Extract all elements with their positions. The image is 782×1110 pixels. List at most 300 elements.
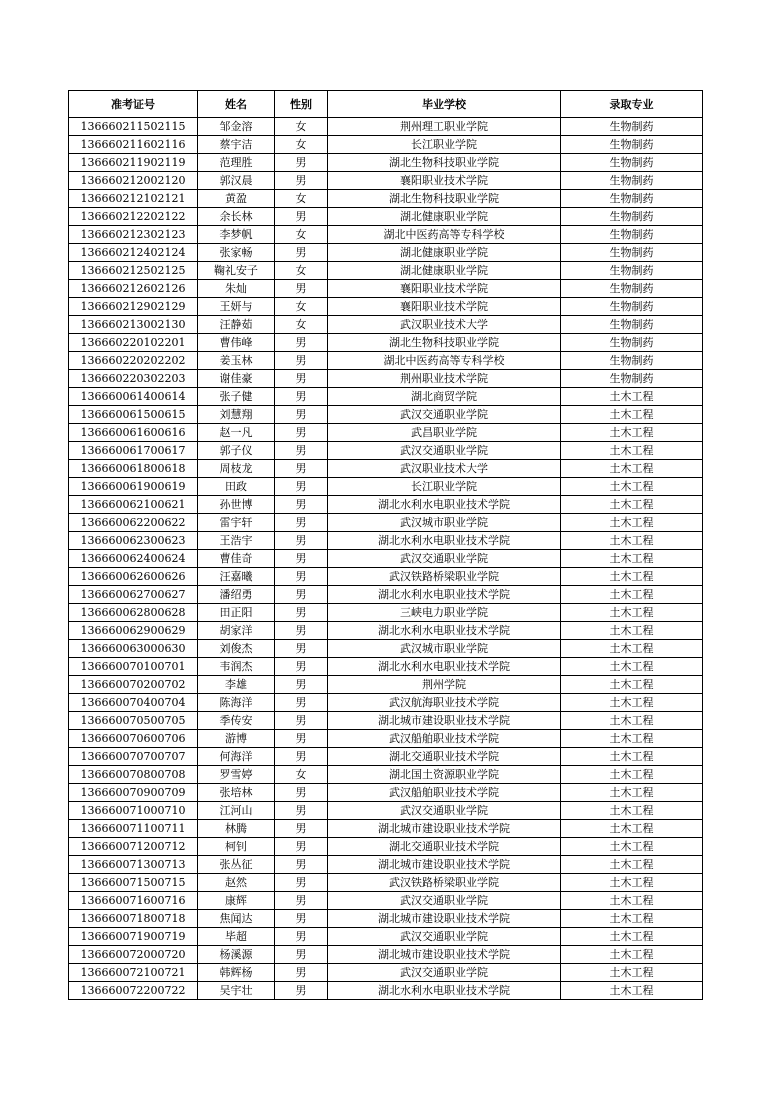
- table-row: [69, 910, 703, 928]
- name-cell: 范理胜: [198, 154, 275, 172]
- major-cell: 土木工程: [561, 856, 703, 874]
- gender-cell: 男: [275, 514, 328, 532]
- school-cell: 武汉城市职业学院: [328, 514, 561, 532]
- name-cell: 康辉: [198, 892, 275, 910]
- major-cell: 土木工程: [561, 658, 703, 676]
- exam-id-cell: 136660071100711: [69, 820, 198, 838]
- major-cell: 土木工程: [561, 640, 703, 658]
- gender-cell: 男: [275, 748, 328, 766]
- school-cell: 湖北水利水电职业技术学院: [328, 586, 561, 604]
- school-cell: 湖北健康职业学院: [328, 262, 561, 280]
- gender-cell: 男: [275, 370, 328, 388]
- major-cell: 土木工程: [561, 568, 703, 586]
- table-row: [69, 244, 703, 262]
- name-cell: 杨溪源: [198, 946, 275, 964]
- header-school: 毕业学校: [328, 91, 561, 118]
- exam-id-cell: 136660212202122: [69, 208, 198, 226]
- name-cell: 汪嘉曦: [198, 568, 275, 586]
- major-cell: 生物制药: [561, 118, 703, 136]
- table-row: [69, 892, 703, 910]
- table-row: [69, 316, 703, 334]
- gender-cell: 男: [275, 946, 328, 964]
- gender-cell: 男: [275, 352, 328, 370]
- gender-cell: 男: [275, 244, 328, 262]
- major-cell: 土木工程: [561, 820, 703, 838]
- major-cell: 土木工程: [561, 802, 703, 820]
- school-cell: 荆州职业技术学院: [328, 370, 561, 388]
- exam-id-cell: 136660062800628: [69, 604, 198, 622]
- gender-cell: 女: [275, 190, 328, 208]
- gender-cell: 男: [275, 208, 328, 226]
- school-cell: 武汉铁路桥梁职业学院: [328, 874, 561, 892]
- table-row: [69, 460, 703, 478]
- school-cell: 湖北交通职业技术学院: [328, 838, 561, 856]
- table-row: [69, 784, 703, 802]
- gender-cell: 女: [275, 766, 328, 784]
- name-cell: 胡家洋: [198, 622, 275, 640]
- name-cell: 曹伟峰: [198, 334, 275, 352]
- school-cell: 湖北健康职业学院: [328, 208, 561, 226]
- major-cell: 土木工程: [561, 496, 703, 514]
- major-cell: 土木工程: [561, 730, 703, 748]
- exam-id-cell: 136660063000630: [69, 640, 198, 658]
- admission-table: [68, 90, 703, 1000]
- major-cell: 生物制药: [561, 172, 703, 190]
- name-cell: 郭子仪: [198, 442, 275, 460]
- exam-id-cell: 136660072200722: [69, 982, 198, 1000]
- table-row: [69, 820, 703, 838]
- major-cell: 土木工程: [561, 946, 703, 964]
- gender-cell: 男: [275, 640, 328, 658]
- name-cell: 韩辉杨: [198, 964, 275, 982]
- table-row: [69, 694, 703, 712]
- school-cell: 武汉城市职业学院: [328, 640, 561, 658]
- name-cell: 田正阳: [198, 604, 275, 622]
- major-cell: 生物制药: [561, 316, 703, 334]
- name-cell: 雷宇轩: [198, 514, 275, 532]
- name-cell: 毕超: [198, 928, 275, 946]
- major-cell: 土木工程: [561, 622, 703, 640]
- header-exam-id: 准考证号: [69, 91, 198, 118]
- exam-id-cell: 136660071000710: [69, 802, 198, 820]
- name-cell: 汪静茹: [198, 316, 275, 334]
- school-cell: 湖北国土资源职业学院: [328, 766, 561, 784]
- table-row: [69, 676, 703, 694]
- gender-cell: 男: [275, 280, 328, 298]
- gender-cell: 男: [275, 730, 328, 748]
- school-cell: 武汉职业技术大学: [328, 460, 561, 478]
- table-row: [69, 532, 703, 550]
- school-cell: 湖北城市建设职业技术学院: [328, 856, 561, 874]
- exam-id-cell: 136660062900629: [69, 622, 198, 640]
- table-row: [69, 568, 703, 586]
- major-cell: 土木工程: [561, 748, 703, 766]
- table-header-row: [69, 91, 703, 118]
- table-row: [69, 478, 703, 496]
- gender-cell: 男: [275, 910, 328, 928]
- school-cell: 湖北城市建设职业技术学院: [328, 910, 561, 928]
- major-cell: 生物制药: [561, 136, 703, 154]
- major-cell: 土木工程: [561, 406, 703, 424]
- gender-cell: 男: [275, 802, 328, 820]
- exam-id-cell: 136660213002130: [69, 316, 198, 334]
- name-cell: 姜玉林: [198, 352, 275, 370]
- table-row: [69, 442, 703, 460]
- table-row: [69, 586, 703, 604]
- major-cell: 生物制药: [561, 190, 703, 208]
- major-cell: 土木工程: [561, 586, 703, 604]
- gender-cell: 女: [275, 262, 328, 280]
- gender-cell: 男: [275, 676, 328, 694]
- major-cell: 土木工程: [561, 424, 703, 442]
- school-cell: 湖北交通职业技术学院: [328, 748, 561, 766]
- exam-id-cell: 136660061400614: [69, 388, 198, 406]
- exam-id-cell: 136660070500705: [69, 712, 198, 730]
- name-cell: 潘绍勇: [198, 586, 275, 604]
- table-row: [69, 640, 703, 658]
- gender-cell: 男: [275, 532, 328, 550]
- table-row: [69, 748, 703, 766]
- exam-id-cell: 136660070700707: [69, 748, 198, 766]
- major-cell: 土木工程: [561, 838, 703, 856]
- exam-id-cell: 136660212502125: [69, 262, 198, 280]
- name-cell: 季传安: [198, 712, 275, 730]
- name-cell: 张家畅: [198, 244, 275, 262]
- name-cell: 朱灿: [198, 280, 275, 298]
- major-cell: 生物制药: [561, 208, 703, 226]
- major-cell: 土木工程: [561, 460, 703, 478]
- gender-cell: 男: [275, 388, 328, 406]
- exam-id-cell: 136660071800718: [69, 910, 198, 928]
- gender-cell: 男: [275, 784, 328, 802]
- school-cell: 湖北商贸学院: [328, 388, 561, 406]
- major-cell: 生物制药: [561, 262, 703, 280]
- table-row: [69, 496, 703, 514]
- gender-cell: 男: [275, 622, 328, 640]
- school-cell: 湖北中医药高等专科学校: [328, 352, 561, 370]
- name-cell: 陈海洋: [198, 694, 275, 712]
- table-row: [69, 838, 703, 856]
- name-cell: 田政: [198, 478, 275, 496]
- school-cell: 武汉交通职业学院: [328, 406, 561, 424]
- gender-cell: 男: [275, 892, 328, 910]
- table-row: [69, 964, 703, 982]
- table-row: [69, 136, 703, 154]
- name-cell: 余长林: [198, 208, 275, 226]
- exam-id-cell: 136660212002120: [69, 172, 198, 190]
- name-cell: 张子健: [198, 388, 275, 406]
- major-cell: 土木工程: [561, 928, 703, 946]
- gender-cell: 男: [275, 712, 328, 730]
- school-cell: 武汉交通职业学院: [328, 964, 561, 982]
- name-cell: 赵然: [198, 874, 275, 892]
- table-row: [69, 928, 703, 946]
- exam-id-cell: 136660072000720: [69, 946, 198, 964]
- table-row: [69, 352, 703, 370]
- table-row: [69, 874, 703, 892]
- name-cell: 吴宇壮: [198, 982, 275, 1000]
- table-row: [69, 622, 703, 640]
- table-row: [69, 406, 703, 424]
- name-cell: 郭汉晨: [198, 172, 275, 190]
- table-row: [69, 280, 703, 298]
- name-cell: 游博: [198, 730, 275, 748]
- table-row: [69, 172, 703, 190]
- name-cell: 罗雪婷: [198, 766, 275, 784]
- gender-cell: 男: [275, 982, 328, 1000]
- gender-cell: 男: [275, 406, 328, 424]
- gender-cell: 女: [275, 136, 328, 154]
- name-cell: 曹佳奇: [198, 550, 275, 568]
- exam-id-cell: 136660220102201: [69, 334, 198, 352]
- table-row: [69, 370, 703, 388]
- school-cell: 武汉交通职业学院: [328, 928, 561, 946]
- exam-id-cell: 136660071600716: [69, 892, 198, 910]
- major-cell: 土木工程: [561, 478, 703, 496]
- major-cell: 生物制药: [561, 280, 703, 298]
- table-row: [69, 298, 703, 316]
- school-cell: 湖北水利水电职业技术学院: [328, 982, 561, 1000]
- exam-id-cell: 136660211502115: [69, 118, 198, 136]
- school-cell: 湖北中医药高等专科学校: [328, 226, 561, 244]
- name-cell: 焦闻达: [198, 910, 275, 928]
- gender-cell: 男: [275, 838, 328, 856]
- table-row: [69, 712, 703, 730]
- table-row: [69, 154, 703, 172]
- gender-cell: 女: [275, 226, 328, 244]
- school-cell: 湖北水利水电职业技术学院: [328, 532, 561, 550]
- name-cell: 张丛征: [198, 856, 275, 874]
- school-cell: 湖北健康职业学院: [328, 244, 561, 262]
- gender-cell: 男: [275, 820, 328, 838]
- table-row: [69, 118, 703, 136]
- major-cell: 土木工程: [561, 784, 703, 802]
- name-cell: 刘慧翔: [198, 406, 275, 424]
- school-cell: 荆州学院: [328, 676, 561, 694]
- gender-cell: 男: [275, 586, 328, 604]
- school-cell: 荆州理工职业学院: [328, 118, 561, 136]
- school-cell: 武汉航海职业技术学院: [328, 694, 561, 712]
- table-row: [69, 424, 703, 442]
- header-gender: 性别: [275, 91, 328, 118]
- school-cell: 湖北生物科技职业学院: [328, 190, 561, 208]
- exam-id-cell: 136660062700627: [69, 586, 198, 604]
- table-row: [69, 946, 703, 964]
- name-cell: 张培林: [198, 784, 275, 802]
- exam-id-cell: 136660212602126: [69, 280, 198, 298]
- major-cell: 生物制药: [561, 370, 703, 388]
- exam-id-cell: 136660212102121: [69, 190, 198, 208]
- exam-id-cell: 136660212402124: [69, 244, 198, 262]
- school-cell: 襄阳职业技术学院: [328, 280, 561, 298]
- exam-id-cell: 136660061700617: [69, 442, 198, 460]
- name-cell: 赵一凡: [198, 424, 275, 442]
- school-cell: 武汉职业技术大学: [328, 316, 561, 334]
- table-row: [69, 226, 703, 244]
- gender-cell: 女: [275, 298, 328, 316]
- exam-id-cell: 136660070900709: [69, 784, 198, 802]
- exam-id-cell: 136660072100721: [69, 964, 198, 982]
- exam-id-cell: 136660071300713: [69, 856, 198, 874]
- exam-id-cell: 136660061500615: [69, 406, 198, 424]
- gender-cell: 男: [275, 334, 328, 352]
- gender-cell: 男: [275, 856, 328, 874]
- name-cell: 谢佳豪: [198, 370, 275, 388]
- gender-cell: 男: [275, 604, 328, 622]
- major-cell: 土木工程: [561, 676, 703, 694]
- name-cell: 鞠礼安子: [198, 262, 275, 280]
- major-cell: 土木工程: [561, 532, 703, 550]
- table-row: [69, 802, 703, 820]
- major-cell: 土木工程: [561, 712, 703, 730]
- school-cell: 长江职业学院: [328, 136, 561, 154]
- table-row: [69, 604, 703, 622]
- major-cell: 生物制药: [561, 352, 703, 370]
- exam-id-cell: 136660070400704: [69, 694, 198, 712]
- school-cell: 湖北城市建设职业技术学院: [328, 946, 561, 964]
- major-cell: 土木工程: [561, 694, 703, 712]
- name-cell: 孙世博: [198, 496, 275, 514]
- major-cell: 生物制药: [561, 244, 703, 262]
- school-cell: 武汉铁路桥梁职业学院: [328, 568, 561, 586]
- exam-id-cell: 136660061900619: [69, 478, 198, 496]
- school-cell: 三峡电力职业学院: [328, 604, 561, 622]
- major-cell: 土木工程: [561, 514, 703, 532]
- name-cell: 刘俊杰: [198, 640, 275, 658]
- gender-cell: 女: [275, 316, 328, 334]
- exam-id-cell: 136660062400624: [69, 550, 198, 568]
- gender-cell: 女: [275, 118, 328, 136]
- header-name: 姓名: [198, 91, 275, 118]
- school-cell: 武昌职业学院: [328, 424, 561, 442]
- table-row: [69, 550, 703, 568]
- major-cell: 土木工程: [561, 388, 703, 406]
- major-cell: 土木工程: [561, 766, 703, 784]
- gender-cell: 男: [275, 928, 328, 946]
- exam-id-cell: 136660061600616: [69, 424, 198, 442]
- school-cell: 湖北城市建设职业技术学院: [328, 712, 561, 730]
- table-row: [69, 856, 703, 874]
- major-cell: 生物制药: [561, 154, 703, 172]
- name-cell: 何海洋: [198, 748, 275, 766]
- table-row: [69, 334, 703, 352]
- school-cell: 襄阳职业技术学院: [328, 298, 561, 316]
- exam-id-cell: 136660070800708: [69, 766, 198, 784]
- school-cell: 长江职业学院: [328, 478, 561, 496]
- gender-cell: 男: [275, 172, 328, 190]
- exam-id-cell: 136660062600626: [69, 568, 198, 586]
- exam-id-cell: 136660062200622: [69, 514, 198, 532]
- name-cell: 黄盈: [198, 190, 275, 208]
- gender-cell: 男: [275, 442, 328, 460]
- major-cell: 土木工程: [561, 604, 703, 622]
- table-row: [69, 262, 703, 280]
- name-cell: 林腾: [198, 820, 275, 838]
- school-cell: 湖北城市建设职业技术学院: [328, 820, 561, 838]
- school-cell: 武汉交通职业学院: [328, 892, 561, 910]
- table-row: [69, 388, 703, 406]
- gender-cell: 男: [275, 568, 328, 586]
- exam-id-cell: 136660070600706: [69, 730, 198, 748]
- major-cell: 土木工程: [561, 982, 703, 1000]
- gender-cell: 男: [275, 496, 328, 514]
- name-cell: 江河山: [198, 802, 275, 820]
- exam-id-cell: 136660212902129: [69, 298, 198, 316]
- name-cell: 柯钊: [198, 838, 275, 856]
- gender-cell: 男: [275, 460, 328, 478]
- school-cell: 襄阳职业技术学院: [328, 172, 561, 190]
- table-row: [69, 514, 703, 532]
- school-cell: 湖北生物科技职业学院: [328, 154, 561, 172]
- name-cell: 李雄: [198, 676, 275, 694]
- exam-id-cell: 136660062300623: [69, 532, 198, 550]
- gender-cell: 男: [275, 424, 328, 442]
- major-cell: 土木工程: [561, 550, 703, 568]
- school-cell: 武汉交通职业学院: [328, 550, 561, 568]
- name-cell: 周枝龙: [198, 460, 275, 478]
- table-row: [69, 982, 703, 1000]
- school-cell: 湖北水利水电职业技术学院: [328, 496, 561, 514]
- gender-cell: 男: [275, 694, 328, 712]
- exam-id-cell: 136660220302203: [69, 370, 198, 388]
- name-cell: 韦润杰: [198, 658, 275, 676]
- table-row: [69, 658, 703, 676]
- major-cell: 生物制药: [561, 298, 703, 316]
- name-cell: 蔡宇洁: [198, 136, 275, 154]
- name-cell: 王浩宇: [198, 532, 275, 550]
- gender-cell: 男: [275, 658, 328, 676]
- school-cell: 湖北水利水电职业技术学院: [328, 658, 561, 676]
- school-cell: 武汉交通职业学院: [328, 442, 561, 460]
- gender-cell: 男: [275, 478, 328, 496]
- major-cell: 生物制药: [561, 334, 703, 352]
- exam-id-cell: 136660070100701: [69, 658, 198, 676]
- school-cell: 武汉船舶职业技术学院: [328, 784, 561, 802]
- major-cell: 生物制药: [561, 226, 703, 244]
- major-cell: 土木工程: [561, 442, 703, 460]
- table-row: [69, 208, 703, 226]
- major-cell: 土木工程: [561, 964, 703, 982]
- gender-cell: 男: [275, 154, 328, 172]
- major-cell: 土木工程: [561, 892, 703, 910]
- gender-cell: 男: [275, 550, 328, 568]
- gender-cell: 男: [275, 964, 328, 982]
- name-cell: 邹金溶: [198, 118, 275, 136]
- exam-id-cell: 136660220202202: [69, 352, 198, 370]
- table-row: [69, 730, 703, 748]
- table-row: [69, 190, 703, 208]
- table-row: [69, 766, 703, 784]
- exam-id-cell: 136660071900719: [69, 928, 198, 946]
- school-cell: 武汉船舶职业技术学院: [328, 730, 561, 748]
- exam-id-cell: 136660071200712: [69, 838, 198, 856]
- major-cell: 土木工程: [561, 910, 703, 928]
- exam-id-cell: 136660071500715: [69, 874, 198, 892]
- exam-id-cell: 136660070200702: [69, 676, 198, 694]
- school-cell: 湖北水利水电职业技术学院: [328, 622, 561, 640]
- gender-cell: 男: [275, 874, 328, 892]
- exam-id-cell: 136660062100621: [69, 496, 198, 514]
- school-cell: 湖北生物科技职业学院: [328, 334, 561, 352]
- header-major: 录取专业: [561, 91, 703, 118]
- name-cell: 李梦帆: [198, 226, 275, 244]
- exam-id-cell: 136660212302123: [69, 226, 198, 244]
- major-cell: 土木工程: [561, 874, 703, 892]
- exam-id-cell: 136660211602116: [69, 136, 198, 154]
- school-cell: 武汉交通职业学院: [328, 802, 561, 820]
- name-cell: 王妍与: [198, 298, 275, 316]
- exam-id-cell: 136660061800618: [69, 460, 198, 478]
